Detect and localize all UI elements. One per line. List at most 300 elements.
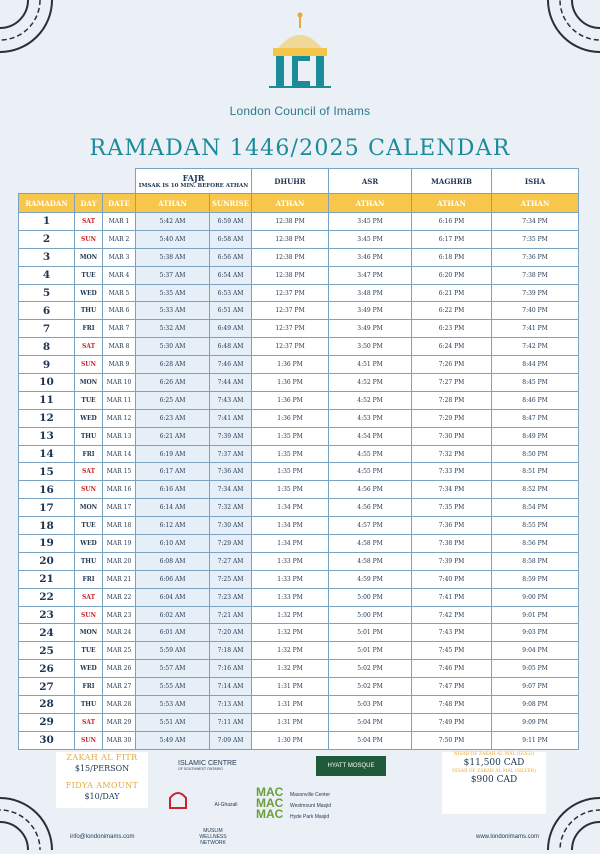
table-row: [19, 445, 579, 463]
isha-athan-cell: 9:03 PM: [492, 624, 579, 642]
sunrise-cell: 7:44 AM: [210, 374, 252, 392]
fajr-athan-cell: 6:21 AM: [136, 427, 210, 445]
ramadan-day-cell: 28: [19, 696, 75, 714]
ramadan-day-cell: 14: [19, 445, 75, 463]
ramadan-day-cell: 12: [19, 409, 75, 427]
date-cell: MAR 30: [103, 731, 136, 749]
sunrise-cell: 6:53 AM: [210, 284, 252, 302]
weekday-cell: FRI: [75, 445, 103, 463]
fajr-athan-cell: 5:32 AM: [136, 320, 210, 338]
ramadan-day-cell: 6: [19, 302, 75, 320]
dhuhr-athan-cell: 1:34 PM: [252, 517, 329, 535]
date-cell: MAR 6: [103, 302, 136, 320]
weekday-cell: MON: [75, 374, 103, 392]
isha-athan-cell: 9:07 PM: [492, 678, 579, 696]
sunrise-cell: 6:58 AM: [210, 230, 252, 248]
table-row: [19, 660, 579, 678]
date-cell: MAR 21: [103, 570, 136, 588]
date-cell: MAR 9: [103, 356, 136, 374]
table-row: [19, 552, 579, 570]
date-cell: MAR 25: [103, 642, 136, 660]
date-cell: MAR 7: [103, 320, 136, 338]
maghrib-athan-cell: 7:30 PM: [412, 427, 492, 445]
ramadan-day-cell: 24: [19, 624, 75, 642]
fajr-athan-cell: 5:30 AM: [136, 338, 210, 356]
asr-athan-cell: 3:45 PM: [329, 213, 412, 231]
ramadan-day-cell: 27: [19, 678, 75, 696]
zakat-box: [56, 752, 148, 808]
date-cell: MAR 26: [103, 660, 136, 678]
fajr-athan-cell: 6:28 AM: [136, 356, 210, 374]
dhuhr-athan-cell: 1:35 PM: [252, 481, 329, 499]
weekday-cell: SUN: [75, 731, 103, 749]
fajr-athan-cell: 6:25 AM: [136, 391, 210, 409]
weekday-cell: TUE: [75, 266, 103, 284]
maghrib-athan-cell: 7:41 PM: [412, 588, 492, 606]
asr-athan-cell: 4:58 PM: [329, 535, 412, 553]
date-cell: MAR 12: [103, 409, 136, 427]
date-cell: MAR 4: [103, 266, 136, 284]
date-cell: MAR 8: [103, 338, 136, 356]
dhuhr-athan-cell: 1:36 PM: [252, 374, 329, 392]
isha-athan-cell: 7:40 PM: [492, 302, 579, 320]
sunrise-cell: 6:54 AM: [210, 266, 252, 284]
fajr-athan-cell: 5:49 AM: [136, 731, 210, 749]
fajr-athan-cell: 5:53 AM: [136, 696, 210, 714]
fajr-athan-cell: 5:42 AM: [136, 213, 210, 231]
isha-athan-cell: 9:11 PM: [492, 731, 579, 749]
maghrib-header: MAGHRIB: [412, 169, 492, 194]
dhuhr-athan-cell: 12:37 PM: [252, 302, 329, 320]
table-row: [19, 606, 579, 624]
sunrise-cell: 7:23 AM: [210, 588, 252, 606]
sunrise-cell: 7:46 AM: [210, 356, 252, 374]
fajr-athan-cell: 6:01 AM: [136, 624, 210, 642]
sunrise-cell: 6:49 AM: [210, 320, 252, 338]
ramadan-day-cell: 20: [19, 552, 75, 570]
dhuhr-athan-cell: 1:32 PM: [252, 660, 329, 678]
fajr-athan-cell: 5:33 AM: [136, 302, 210, 320]
table-row: [19, 338, 579, 356]
sunrise-cell: 7:43 AM: [210, 391, 252, 409]
weekday-cell: SUN: [75, 230, 103, 248]
dhuhr-athan-cell: 12:37 PM: [252, 320, 329, 338]
sunrise-cell: 6:48 AM: [210, 338, 252, 356]
fajr-athan-cell: 5:57 AM: [136, 660, 210, 678]
date-cell: MAR 1: [103, 213, 136, 231]
asr-header: ASR: [329, 169, 412, 194]
date-cell: MAR 20: [103, 552, 136, 570]
column-header: ATHAN: [252, 194, 329, 213]
dhuhr-athan-cell: 1:31 PM: [252, 713, 329, 731]
isha-athan-cell: 7:42 PM: [492, 338, 579, 356]
asr-athan-cell: 5:02 PM: [329, 660, 412, 678]
maghrib-athan-cell: 7:33 PM: [412, 463, 492, 481]
ramadan-day-cell: 11: [19, 391, 75, 409]
ramadan-day-cell: 2: [19, 230, 75, 248]
dhuhr-athan-cell: 1:31 PM: [252, 678, 329, 696]
weekday-cell: SUN: [75, 606, 103, 624]
date-cell: MAR 5: [103, 284, 136, 302]
date-cell: MAR 29: [103, 713, 136, 731]
asr-athan-cell: 4:56 PM: [329, 499, 412, 517]
dhuhr-athan-cell: 1:36 PM: [252, 356, 329, 374]
table-row: [19, 391, 579, 409]
table-row: [19, 499, 579, 517]
asr-athan-cell: 3:46 PM: [329, 248, 412, 266]
ramadan-day-cell: 17: [19, 499, 75, 517]
dhuhr-athan-cell: 1:36 PM: [252, 391, 329, 409]
asr-athan-cell: 4:54 PM: [329, 427, 412, 445]
table-row: [19, 517, 579, 535]
dhuhr-athan-cell: 1:33 PM: [252, 570, 329, 588]
dhuhr-athan-cell: 1:32 PM: [252, 606, 329, 624]
asr-athan-cell: 4:57 PM: [329, 517, 412, 535]
date-cell: MAR 27: [103, 678, 136, 696]
contact-email[interactable]: info@londonimams.com: [70, 834, 135, 840]
weekday-cell: THU: [75, 552, 103, 570]
al-ghazali-logo: Al-Ghazali: [214, 802, 238, 808]
sunrise-cell: 7:36 AM: [210, 463, 252, 481]
fajr-athan-cell: 6:14 AM: [136, 499, 210, 517]
fidya-label: FIDYA AMOUNT: [65, 781, 139, 790]
maghrib-athan-cell: 7:36 PM: [412, 517, 492, 535]
sunrise-cell: 6:59 AM: [210, 213, 252, 231]
isha-athan-cell: 8:49 PM: [492, 427, 579, 445]
dhuhr-athan-cell: 1:35 PM: [252, 463, 329, 481]
ramadan-day-cell: 19: [19, 535, 75, 553]
sunrise-cell: 7:27 AM: [210, 552, 252, 570]
maghrib-athan-cell: 7:49 PM: [412, 713, 492, 731]
maghrib-athan-cell: 7:32 PM: [412, 445, 492, 463]
table-row: [19, 266, 579, 284]
isha-header: ISHA: [492, 169, 579, 194]
column-header: ATHAN: [136, 194, 210, 213]
isha-athan-cell: 8:59 PM: [492, 570, 579, 588]
isha-athan-cell: 7:34 PM: [492, 213, 579, 231]
weekday-cell: SAT: [75, 588, 103, 606]
weekday-cell: THU: [75, 427, 103, 445]
weekday-cell: WED: [75, 535, 103, 553]
nisab-box: [442, 752, 546, 814]
table-row: [19, 427, 579, 445]
isha-athan-cell: 8:45 PM: [492, 374, 579, 392]
maghrib-athan-cell: 7:39 PM: [412, 552, 492, 570]
weekday-cell: WED: [75, 284, 103, 302]
maghrib-athan-cell: 7:26 PM: [412, 356, 492, 374]
maghrib-athan-cell: 7:48 PM: [412, 696, 492, 714]
column-header: DAY: [75, 194, 103, 213]
sunrise-cell: 6:56 AM: [210, 248, 252, 266]
website-link[interactable]: www.londonimams.com: [476, 834, 540, 840]
ramadan-day-cell: 21: [19, 570, 75, 588]
table-row: [19, 731, 579, 749]
isha-athan-cell: 9:08 PM: [492, 696, 579, 714]
date-cell: MAR 11: [103, 391, 136, 409]
fajr-athan-cell: 5:35 AM: [136, 284, 210, 302]
weekday-cell: FRI: [75, 678, 103, 696]
date-cell: MAR 2: [103, 230, 136, 248]
column-header: RAMADAN: [19, 194, 75, 213]
ramadan-day-cell: 9: [19, 356, 75, 374]
weekday-cell: FRI: [75, 320, 103, 338]
asr-athan-cell: 3:47 PM: [329, 266, 412, 284]
date-cell: MAR 28: [103, 696, 136, 714]
isha-athan-cell: 8:58 PM: [492, 552, 579, 570]
asr-athan-cell: 4:52 PM: [329, 374, 412, 392]
dhuhr-athan-cell: 1:33 PM: [252, 552, 329, 570]
ramadan-day-cell: 3: [19, 248, 75, 266]
dhuhr-athan-cell: 12:37 PM: [252, 284, 329, 302]
sunrise-cell: 7:41 AM: [210, 409, 252, 427]
ramadan-day-cell: 18: [19, 517, 75, 535]
asr-athan-cell: 5:04 PM: [329, 713, 412, 731]
ramadan-day-cell: 4: [19, 266, 75, 284]
sunrise-cell: 7:25 AM: [210, 570, 252, 588]
weekday-cell: SUN: [75, 356, 103, 374]
date-cell: MAR 16: [103, 481, 136, 499]
nisab-silver-value: $900 CAD: [470, 775, 518, 785]
org-name: London Council of Imams: [229, 104, 371, 118]
date-cell: MAR 18: [103, 517, 136, 535]
isha-athan-cell: 7:39 PM: [492, 284, 579, 302]
sunrise-cell: 7:32 AM: [210, 499, 252, 517]
column-header: ATHAN: [492, 194, 579, 213]
dhuhr-athan-cell: 12:38 PM: [252, 266, 329, 284]
table-row: [19, 696, 579, 714]
islamic-centre-logo: ISLAMIC CENTRE OF SOUTHWEST ONTARIO: [178, 760, 237, 771]
mosque-emblem-icon: [166, 786, 190, 810]
date-cell: MAR 19: [103, 535, 136, 553]
maghrib-athan-cell: 6:20 PM: [412, 266, 492, 284]
sunrise-cell: 7:21 AM: [210, 606, 252, 624]
maghrib-athan-cell: 6:18 PM: [412, 248, 492, 266]
maghrib-athan-cell: 7:45 PM: [412, 642, 492, 660]
maghrib-athan-cell: 7:38 PM: [412, 535, 492, 553]
weekday-cell: SUN: [75, 481, 103, 499]
asr-athan-cell: 5:00 PM: [329, 606, 412, 624]
isha-athan-cell: 9:04 PM: [492, 642, 579, 660]
asr-athan-cell: 4:52 PM: [329, 391, 412, 409]
weekday-cell: FRI: [75, 570, 103, 588]
ramadan-day-cell: 26: [19, 660, 75, 678]
table-row: [19, 463, 579, 481]
isha-athan-cell: 7:35 PM: [492, 230, 579, 248]
date-cell: MAR 23: [103, 606, 136, 624]
sunrise-cell: 7:20 AM: [210, 624, 252, 642]
fajr-athan-cell: 5:55 AM: [136, 678, 210, 696]
weekday-cell: THU: [75, 302, 103, 320]
fajr-athan-cell: 6:08 AM: [136, 552, 210, 570]
fajr-athan-cell: 6:06 AM: [136, 570, 210, 588]
dhuhr-athan-cell: 1:34 PM: [252, 535, 329, 553]
zakat-fitr-label: ZAKAH AL FITR: [66, 753, 138, 762]
hyatt-mosque-logo: HYATT MOSQUE: [316, 756, 386, 776]
maghrib-athan-cell: 7:34 PM: [412, 481, 492, 499]
fajr-athan-cell: 5:37 AM: [136, 266, 210, 284]
dhuhr-athan-cell: 12:37 PM: [252, 338, 329, 356]
date-cell: MAR 17: [103, 499, 136, 517]
asr-athan-cell: 3:50 PM: [329, 338, 412, 356]
dhuhr-athan-cell: 1:32 PM: [252, 624, 329, 642]
isha-athan-cell: 8:54 PM: [492, 499, 579, 517]
table-row: [19, 284, 579, 302]
date-cell: MAR 3: [103, 248, 136, 266]
fajr-athan-cell: 6:12 AM: [136, 517, 210, 535]
sunrise-cell: 7:18 AM: [210, 642, 252, 660]
sunrise-cell: 7:37 AM: [210, 445, 252, 463]
column-header-row: [19, 194, 579, 213]
date-cell: MAR 10: [103, 374, 136, 392]
fajr-athan-cell: 5:59 AM: [136, 642, 210, 660]
isha-athan-cell: 7:41 PM: [492, 320, 579, 338]
isha-athan-cell: 9:05 PM: [492, 660, 579, 678]
date-cell: MAR 22: [103, 588, 136, 606]
dhuhr-athan-cell: 12:38 PM: [252, 230, 329, 248]
maghrib-athan-cell: 7:42 PM: [412, 606, 492, 624]
dhuhr-athan-cell: 12:38 PM: [252, 213, 329, 231]
date-cell: MAR 13: [103, 427, 136, 445]
table-row: [19, 570, 579, 588]
maghrib-athan-cell: 7:35 PM: [412, 499, 492, 517]
sunrise-cell: 7:29 AM: [210, 535, 252, 553]
fajr-header: FAJR IMSAK IS 10 MIN. BEFORE ATHAN: [136, 169, 252, 194]
asr-athan-cell: 3:49 PM: [329, 320, 412, 338]
ramadan-day-cell: 29: [19, 713, 75, 731]
sunrise-cell: 7:34 AM: [210, 481, 252, 499]
sunrise-cell: 7:11 AM: [210, 713, 252, 731]
asr-athan-cell: 4:58 PM: [329, 552, 412, 570]
ramadan-day-cell: 1: [19, 213, 75, 231]
table-row: [19, 624, 579, 642]
asr-athan-cell: 4:55 PM: [329, 445, 412, 463]
table-row: [19, 248, 579, 266]
ramadan-day-cell: 22: [19, 588, 75, 606]
ramadan-day-cell: 13: [19, 427, 75, 445]
maghrib-athan-cell: 7:43 PM: [412, 624, 492, 642]
asr-athan-cell: 4:51 PM: [329, 356, 412, 374]
table-row: [19, 713, 579, 731]
fidya-value: $10/DAY: [84, 792, 120, 801]
sunrise-cell: 7:30 AM: [210, 517, 252, 535]
asr-athan-cell: 5:00 PM: [329, 588, 412, 606]
isha-athan-cell: 9:09 PM: [492, 713, 579, 731]
ramadan-day-cell: 5: [19, 284, 75, 302]
page-title: RAMADAN 1446/2025 CALENDAR: [89, 136, 511, 161]
date-cell: MAR 15: [103, 463, 136, 481]
maghrib-athan-cell: 6:16 PM: [412, 213, 492, 231]
maghrib-athan-cell: 7:50 PM: [412, 731, 492, 749]
weekday-cell: MON: [75, 624, 103, 642]
maghrib-athan-cell: 6:21 PM: [412, 284, 492, 302]
isha-athan-cell: 8:44 PM: [492, 356, 579, 374]
table-row: [19, 535, 579, 553]
dhuhr-athan-cell: 1:35 PM: [252, 445, 329, 463]
dhuhr-athan-cell: 1:33 PM: [252, 588, 329, 606]
column-header: SUNRISE: [210, 194, 252, 213]
date-cell: MAR 14: [103, 445, 136, 463]
isha-athan-cell: 8:47 PM: [492, 409, 579, 427]
dhuhr-athan-cell: 1:34 PM: [252, 499, 329, 517]
asr-athan-cell: 4:59 PM: [329, 570, 412, 588]
dhuhr-athan-cell: 1:36 PM: [252, 409, 329, 427]
table-row: [19, 230, 579, 248]
table-row: [19, 320, 579, 338]
date-cell: MAR 24: [103, 624, 136, 642]
weekday-cell: SAT: [75, 463, 103, 481]
sunrise-cell: 7:16 AM: [210, 660, 252, 678]
asr-athan-cell: 5:02 PM: [329, 678, 412, 696]
table-row: [19, 409, 579, 427]
maghrib-athan-cell: 6:22 PM: [412, 302, 492, 320]
table-row: [19, 213, 579, 231]
dhuhr-athan-cell: 1:31 PM: [252, 696, 329, 714]
asr-athan-cell: 3:45 PM: [329, 230, 412, 248]
asr-athan-cell: 3:49 PM: [329, 302, 412, 320]
nisab-silver-label: NISAB OF ZAKAH AL MAL (SILVER): [452, 769, 536, 774]
weekday-cell: SAT: [75, 338, 103, 356]
muslim-wellness-logo: MUSLIM WELLNESS NETWORK: [199, 828, 227, 846]
sunrise-cell: 7:14 AM: [210, 678, 252, 696]
maghrib-athan-cell: 7:47 PM: [412, 678, 492, 696]
nisab-gold-label: NISAB OF ZAKAH AL MAL (GOLD): [453, 752, 535, 757]
asr-athan-cell: 4:56 PM: [329, 481, 412, 499]
isha-athan-cell: 8:46 PM: [492, 391, 579, 409]
isha-athan-cell: 9:00 PM: [492, 588, 579, 606]
prayer-times-table: [18, 168, 579, 750]
fajr-athan-cell: 6:04 AM: [136, 588, 210, 606]
fajr-athan-cell: 6:26 AM: [136, 374, 210, 392]
table-row: [19, 588, 579, 606]
footer: [0, 752, 600, 850]
fajr-athan-cell: 6:10 AM: [136, 535, 210, 553]
weekday-cell: MON: [75, 248, 103, 266]
weekday-cell: MON: [75, 499, 103, 517]
asr-athan-cell: 5:01 PM: [329, 642, 412, 660]
maghrib-athan-cell: 7:46 PM: [412, 660, 492, 678]
maghrib-athan-cell: 7:28 PM: [412, 391, 492, 409]
fajr-athan-cell: 6:02 AM: [136, 606, 210, 624]
asr-athan-cell: 4:53 PM: [329, 409, 412, 427]
fajr-athan-cell: 5:38 AM: [136, 248, 210, 266]
ramadan-day-cell: 10: [19, 374, 75, 392]
isha-athan-cell: 8:55 PM: [492, 517, 579, 535]
ramadan-day-cell: 8: [19, 338, 75, 356]
weekday-cell: TUE: [75, 391, 103, 409]
maghrib-athan-cell: 7:29 PM: [412, 409, 492, 427]
dhuhr-athan-cell: 1:32 PM: [252, 642, 329, 660]
isha-athan-cell: 8:52 PM: [492, 481, 579, 499]
weekday-cell: WED: [75, 409, 103, 427]
maghrib-athan-cell: 6:17 PM: [412, 230, 492, 248]
dhuhr-athan-cell: 1:30 PM: [252, 731, 329, 749]
lci-logo-icon: [259, 10, 341, 92]
maghrib-athan-cell: 7:40 PM: [412, 570, 492, 588]
isha-athan-cell: 8:51 PM: [492, 463, 579, 481]
maghrib-athan-cell: 6:24 PM: [412, 338, 492, 356]
zakat-fitr-value: $15/PERSON: [74, 764, 130, 773]
ramadan-day-cell: 7: [19, 320, 75, 338]
maghrib-athan-cell: 7:27 PM: [412, 374, 492, 392]
maghrib-athan-cell: 6:23 PM: [412, 320, 492, 338]
asr-athan-cell: 5:03 PM: [329, 696, 412, 714]
ramadan-day-cell: 23: [19, 606, 75, 624]
sunrise-cell: 7:13 AM: [210, 696, 252, 714]
sunrise-cell: 7:09 AM: [210, 731, 252, 749]
header: [0, 10, 600, 161]
table-row: [19, 642, 579, 660]
table-row: [19, 302, 579, 320]
